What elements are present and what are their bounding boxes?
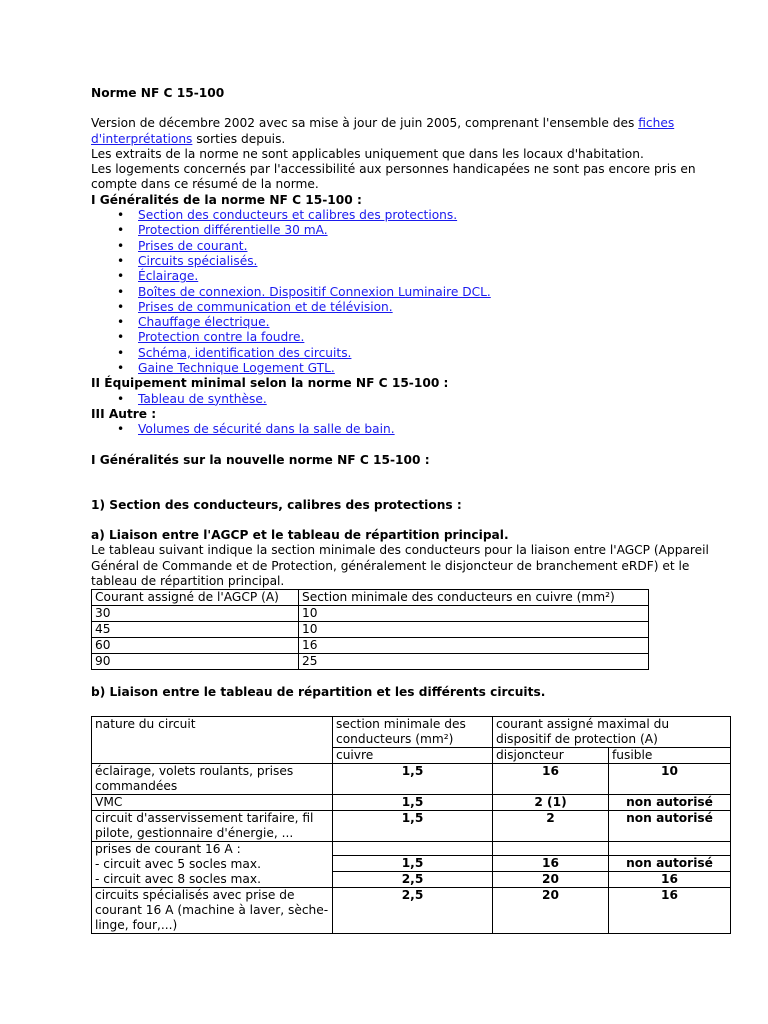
toc-item — [91, 330, 731, 345]
toc-section-1: I Généralités de la norme NF C 15-100 : — [91, 192, 362, 207]
heading-generalites: I Généralités sur la nouvelle norme NF C 15-100 : — [91, 452, 430, 467]
table-row — [92, 887, 731, 933]
cell-section: 1,5 — [333, 810, 493, 841]
toc-link-chauffage[interactable]: Chauffage électrique. — [138, 315, 270, 330]
table-cell: 30 — [92, 606, 299, 622]
toc-list-2 — [91, 392, 731, 407]
intro-text: Version de décembre 2002 avec sa mise à jour de juin 2005, comprenant l'ensemble des — [91, 116, 639, 131]
toc-item — [91, 254, 731, 269]
toc-item — [91, 300, 731, 315]
toc-link-volumes-securite[interactable]: Volumes de sécurité dans la salle de bain. — [138, 422, 395, 437]
toc-item — [91, 315, 731, 330]
intro-line-3: Les logements concernés par l'accessibilité aux personnes handicapées ne sont pas encore pris en compte dans ce résumé de la norme. — [91, 162, 696, 192]
intro-line-1 — [91, 116, 731, 147]
table-cell: 90 — [92, 654, 299, 670]
heading-a: a) Liaison entre l'AGCP et le tableau de répartition principal. — [91, 528, 509, 543]
cell-nature: éclairage, volets roulants, prises commandées — [92, 763, 333, 794]
toc-link-prises-communication[interactable]: Prises de communication et de télévision. — [138, 299, 393, 314]
header-fusible: fusible — [609, 747, 731, 763]
cell-fusible: non autorisé — [609, 855, 731, 871]
toc-item — [91, 361, 731, 376]
table-row — [92, 638, 649, 654]
cell-disjoncteur: 2 — [493, 810, 609, 841]
cell-disjoncteur: 16 — [493, 763, 609, 794]
toc-list-3 — [91, 422, 731, 437]
table-header-cell: Courant assigné de l'AGCP (A) — [92, 590, 299, 606]
cell-section: 2,5 — [333, 887, 493, 933]
link-fiches-interpretations[interactable]: fiches d'interprétations — [91, 116, 675, 146]
toc-link-eclairage[interactable]: Éclairage. — [138, 269, 199, 284]
toc-item — [91, 285, 731, 300]
toc-item — [91, 392, 731, 407]
cell-fusible: 10 — [609, 763, 731, 794]
paragraph-a: Le tableau suivant indique la section minimale des conducteurs pour la liaison entre l'AGCP (Appareil Général de Commande et de Protection, généralement le disjoncteur de branchement eRDF) et le tableau de répartition principal. — [91, 543, 709, 589]
toc-link-protection-differentielle[interactable]: Protection différentielle 30 mA. — [138, 223, 328, 238]
cell-section: 1,5 — [333, 794, 493, 810]
toc-item — [91, 239, 731, 254]
table-row — [92, 794, 731, 810]
table-cell: 10 — [299, 622, 649, 638]
intro-text-end: sorties depuis. — [192, 131, 286, 146]
table-header-cell: Section minimale des conducteurs en cuivre (mm²) — [299, 590, 649, 606]
cell-nature: - circuit avec 5 socles max. — [95, 856, 261, 871]
toc-item — [91, 208, 731, 223]
table-circuits — [91, 716, 731, 934]
cell-disjoncteur: 2 (1) — [493, 794, 609, 810]
toc-section-2: II Équipement minimal selon la norme NF C 15-100 : — [91, 376, 449, 391]
table-row — [92, 606, 649, 622]
table-cell: 45 — [92, 622, 299, 638]
header-nature: nature du circuit — [92, 716, 333, 763]
document-page — [91, 86, 731, 934]
header-disjoncteur: disjoncteur — [493, 747, 609, 763]
toc-link-tableau-synthese[interactable]: Tableau de synthèse. — [138, 391, 267, 406]
toc-link-foudre[interactable]: Protection contre la foudre. — [138, 330, 305, 345]
toc-link-section-conducteurs[interactable]: Section des conducteurs et calibres des protections. — [138, 208, 458, 223]
table-row — [92, 810, 731, 841]
toc-section-3: III Autre : — [91, 406, 157, 421]
table-cell: 16 — [299, 638, 649, 654]
toc-link-prises-courant[interactable]: Prises de courant. — [138, 238, 248, 253]
doc-title: Norme NF C 15-100 — [91, 86, 225, 100]
toc-link-boites-connexion[interactable]: Boîtes de connexion. Dispositif Connexion Luminaire DCL. — [138, 284, 491, 299]
cell-nature-title: prises de courant 16 A : — [95, 841, 241, 856]
table-cell: 25 — [299, 654, 649, 670]
cell-disjoncteur: 20 — [493, 887, 609, 933]
cell-empty — [609, 841, 731, 855]
cell-disjoncteur: 20 — [493, 871, 609, 887]
table-agcp — [91, 589, 649, 670]
table-row — [92, 841, 731, 855]
cell-empty — [333, 841, 493, 855]
cell-nature-prises — [92, 841, 333, 887]
toc-item — [91, 269, 731, 284]
toc-link-circuits-specialises[interactable]: Circuits spécialisés. — [138, 253, 258, 268]
table-row — [92, 654, 649, 670]
toc-list-1 — [91, 208, 731, 376]
intro-line-2: Les extraits de la norme ne sont applicables uniquement que dans les locaux d'habitation. — [91, 146, 644, 161]
cell-fusible: 16 — [609, 887, 731, 933]
cell-section: 2,5 — [333, 871, 493, 887]
cell-fusible: non autorisé — [609, 794, 731, 810]
cell-empty — [493, 841, 609, 855]
cell-nature: circuits spécialisés avec prise de courant 16 A (machine à laver, sèche-linge, four,...) — [92, 887, 333, 933]
toc-item — [91, 223, 731, 238]
cell-fusible: 16 — [609, 871, 731, 887]
table-header-row — [92, 716, 731, 747]
cell-nature: - circuit avec 8 socles max. — [95, 871, 261, 886]
header-courant: courant assigné maximal du dispositif de protection (A) — [493, 716, 731, 747]
cell-nature: circuit d'asservissement tarifaire, fil pilote, gestionnaire d'énergie, ... — [92, 810, 333, 841]
header-section: section minimale des conducteurs (mm²) — [333, 716, 493, 747]
table-cell: 60 — [92, 638, 299, 654]
cell-section: 1,5 — [333, 763, 493, 794]
heading-b: b) Liaison entre le tableau de répartition et les différents circuits. — [91, 685, 546, 700]
toc-link-schema[interactable]: Schéma, identification des circuits. — [138, 345, 352, 360]
toc-item — [91, 346, 731, 361]
cell-nature: VMC — [92, 794, 333, 810]
toc-link-gtl[interactable]: Gaine Technique Logement GTL. — [138, 361, 335, 376]
table-cell: 10 — [299, 606, 649, 622]
cell-section: 1,5 — [333, 855, 493, 871]
cell-fusible: non autorisé — [609, 810, 731, 841]
toc-item — [91, 422, 731, 437]
header-cuivre: cuivre — [333, 747, 493, 763]
table-row — [92, 763, 731, 794]
cell-disjoncteur: 16 — [493, 855, 609, 871]
table-header-row — [92, 590, 649, 606]
heading-section-conducteurs: 1) Section des conducteurs, calibres des protections : — [91, 497, 462, 512]
table-row — [92, 622, 649, 638]
